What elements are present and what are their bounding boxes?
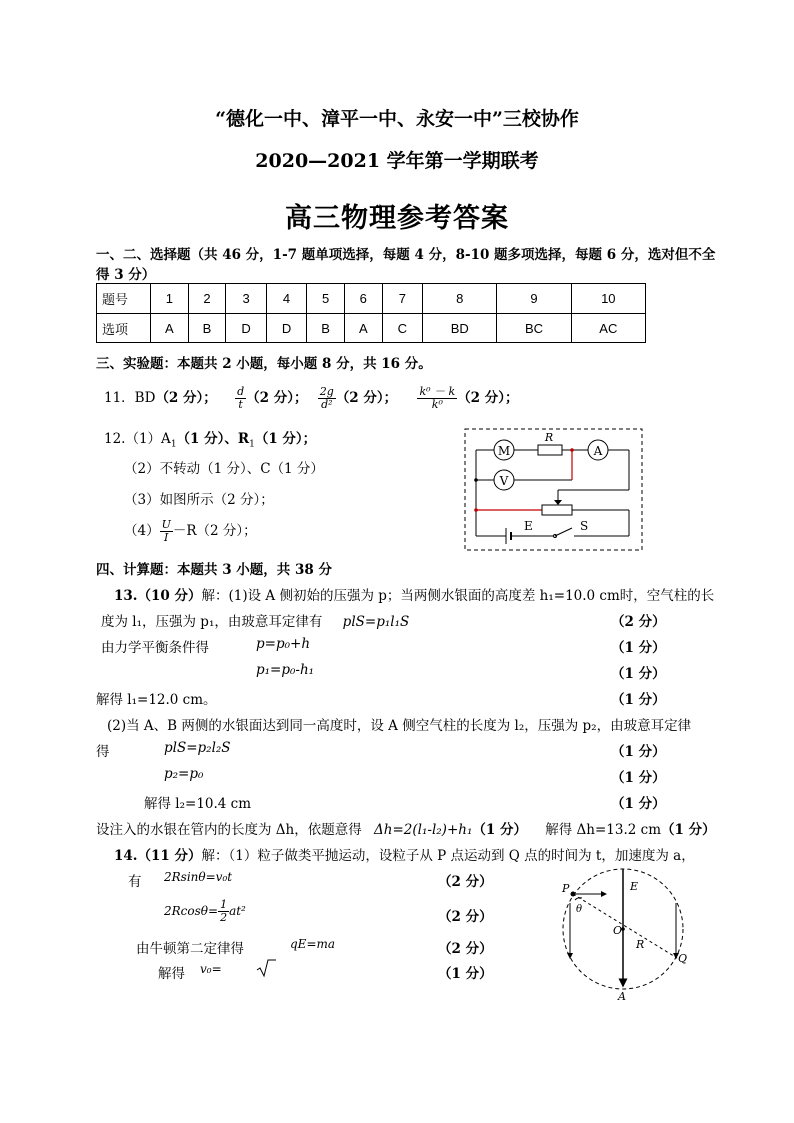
q13-equation: plS=p₂l₂S <box>164 740 231 756</box>
section3-title: 三、实验题：本题共 2 小题，每小题 8 分，共 16 分。 <box>96 356 432 372</box>
q14-equation: v₀= <box>200 962 222 976</box>
table-cell: A <box>151 314 189 343</box>
table-cell: BD <box>423 314 497 343</box>
table-cell: D <box>266 314 306 343</box>
point-p <box>571 892 576 897</box>
table-row-answers <box>97 314 646 343</box>
section4-title: 四、计算题：本题共 3 小题，共 38 分 <box>96 562 332 578</box>
rheostat <box>542 505 572 515</box>
table-cell: 2 <box>188 284 226 314</box>
field-circle-figure <box>556 858 696 1008</box>
table-cell: B <box>307 314 345 343</box>
table-cell: AC <box>571 314 645 343</box>
q14-line-1: 14.（11 分）解：（1）粒子做类平抛运动，设粒子从 P 点运动到 Q 点的时间为 t，加速度为 a， <box>114 848 695 864</box>
switch-lever <box>555 528 572 536</box>
q14-line-4: 由牛顿第二定律得 <box>136 941 244 957</box>
junction <box>474 508 478 512</box>
q13-equation: p=p₀+h <box>256 636 311 652</box>
table-cell: D <box>226 314 266 343</box>
header-school-line: “德化一中、漳平一中、永安一中”三校协作 <box>215 108 579 130</box>
q13-score: （2 分） <box>611 614 666 630</box>
q13-score: （1 分） <box>611 666 666 682</box>
table-header-cell: 题号 <box>97 284 151 314</box>
label-e: E <box>630 880 639 893</box>
q12-line-1: $12.(1)A_1(1$ 分）、$R_1(1$ 分）； <box>104 431 317 450</box>
q11-line <box>104 383 519 413</box>
section1-title: 一、二、选择题（共 46 分，1-7 题单项选择，每题 4 分，8-10 题多项选择，每题 6 分，选对但不全 <box>96 247 716 263</box>
answer-table <box>96 283 646 343</box>
label-p: P <box>562 882 570 895</box>
q13-line-10: 设注入的水银在管内的长度为 Δh，依题意得 Δh=2(l₁-l₂)+h₁（1 分） 解得 Δh=13.2 cm（1 分） <box>96 822 716 838</box>
table-row-numbers <box>97 284 646 314</box>
q13-score: （1 分） <box>611 692 666 708</box>
ammeter-label: A <box>593 444 603 458</box>
q11-fraction-3: $\frac{\text{k⁰ － k}}{\text{k⁰}}$ <box>419 385 456 411</box>
table-cell: 9 <box>497 284 571 314</box>
q12-line-3: （3）如图所示（2 分）； <box>124 492 274 508</box>
slider-arrow <box>554 500 562 505</box>
q14-score: （2 分） <box>438 941 493 957</box>
voltmeter-label: V <box>499 474 509 488</box>
battery-label: E <box>524 519 533 533</box>
page-title: 高三物理参考答案 <box>285 203 509 234</box>
q13-line-7: 得 <box>96 744 110 760</box>
q12-line-4: （4） $\frac{U}{I}$ －R（2 分）； <box>124 518 257 544</box>
q11-fraction-1: $\frac{d}{t}$ <box>237 385 245 411</box>
motor-label: M <box>497 444 511 458</box>
label-r: R <box>636 938 645 951</box>
table-header-cell: 选项 <box>97 314 151 343</box>
junction <box>474 478 478 482</box>
q12-line-2: （2）不转动（1 分）、C（1 分） <box>124 461 324 477</box>
switch-label: S <box>580 519 589 533</box>
q13-score: （1 分） <box>611 770 666 786</box>
table-cell: 3 <box>226 284 266 314</box>
q14-equation: qE=ma <box>290 937 336 951</box>
q13-line-2: 度为 l₁，压强为 p₁，由玻意耳定律有 plS=p₁l₁S <box>101 614 410 630</box>
q14-line-5: 解得 <box>158 966 185 982</box>
q11-score: （2 分）； <box>335 390 398 406</box>
q13-line-9: 解得 l₂=10.4 cm <box>144 796 252 812</box>
circuit-diagram <box>464 428 644 552</box>
q14-score: （2 分） <box>438 909 493 925</box>
q14-score: （2 分） <box>438 874 493 890</box>
junction <box>570 448 574 452</box>
sqrt-mark <box>257 960 276 976</box>
q13-equation: p₂=p₀ <box>164 766 204 782</box>
q13-score: （1 分） <box>611 640 666 656</box>
q14-score: （1 分） <box>438 966 493 982</box>
resistor-label: R <box>544 431 554 444</box>
table-cell: 4 <box>266 284 306 314</box>
label-o: O <box>613 924 623 937</box>
table-cell: 8 <box>423 284 497 314</box>
q13-score: （1 分） <box>611 744 666 760</box>
q13-line-6: (2)当 A、B 两侧的水银面达到同一高度时，设 A 侧空气柱的长度为 l₂，压强为 p₂，由玻意耳定律 <box>107 718 692 734</box>
table-cell: A <box>344 314 382 343</box>
q11-fraction-2: $\frac{2g}{\text{d²}}$ <box>319 385 334 411</box>
q13-score: （1 分） <box>611 796 666 812</box>
table-cell: 10 <box>571 284 645 314</box>
label-theta: θ <box>576 904 583 915</box>
table-cell: 6 <box>344 284 382 314</box>
section1-title-cont: 得 3 分） <box>96 267 156 283</box>
q11-score: （2 分）； <box>246 390 308 406</box>
q14-line-2: 有 <box>128 874 142 890</box>
chord-pq <box>573 894 677 958</box>
q12-fraction: $\frac{U}{I}$ <box>161 518 171 544</box>
label-a: A <box>618 990 626 1003</box>
q11-score: （2 分）； <box>155 390 217 406</box>
table-cell: 5 <box>307 284 345 314</box>
table-cell: 1 <box>151 284 189 314</box>
sqrt-symbol <box>256 958 278 978</box>
table-cell: BC <box>497 314 571 343</box>
q11-score: （2 分）； <box>457 390 519 406</box>
table-cell: 7 <box>382 284 422 314</box>
header-term-line: 2020—2021 学年第一学期联考 <box>255 150 539 172</box>
resistor-r <box>538 445 562 455</box>
q14-line-3: 2Rcosθ= $\frac{1}{2}$ at² <box>164 898 246 924</box>
q13-line-3: 由力学平衡条件得 <box>101 640 209 656</box>
q11-answer: 11．BD <box>104 390 156 406</box>
table-cell: C <box>382 314 422 343</box>
q13-equation: p₁=p₀-h₁ <box>256 662 315 678</box>
q13-line-1: 13.（10 分）解：(1)设 A 侧初始的压强为 p；当两侧水银面的高度差 h₁=10.0 cm时，空气柱的长 <box>114 588 715 604</box>
q14-equation: 2Rsinθ=v₀t <box>164 870 233 884</box>
angle-arc <box>575 898 582 900</box>
q13-line-5: 解得 l₁=12.0 cm。 <box>96 692 217 708</box>
table-cell: B <box>188 314 226 343</box>
label-q: Q <box>678 952 688 965</box>
